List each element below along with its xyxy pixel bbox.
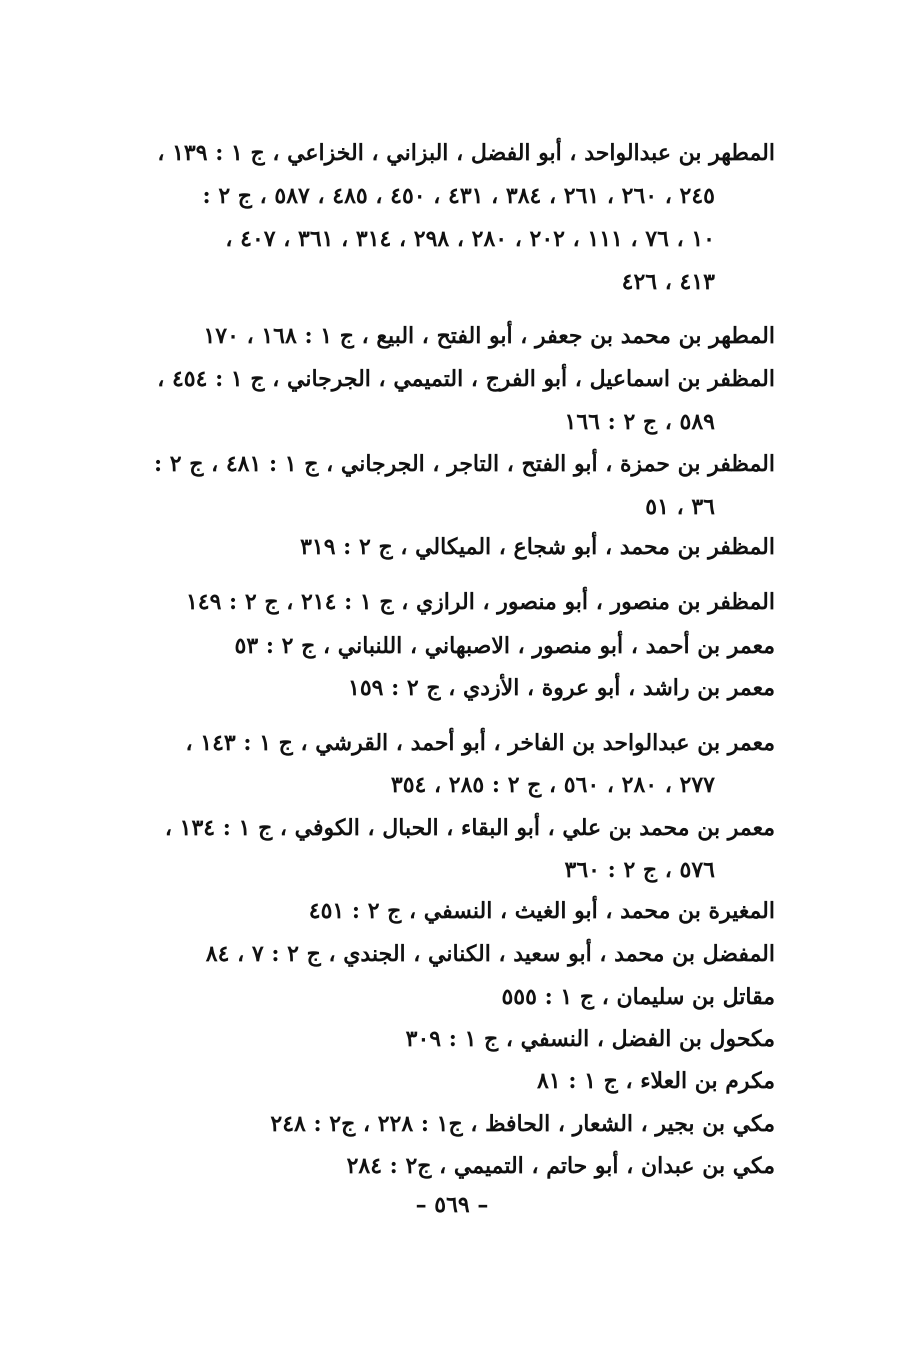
entry-line: المطهر بن عبدالواحد ، أبو الفضل ، البزاني ، الخزاعي ، ج ١ : ١٣٩ ، [157,140,775,166]
entry-line: مكحول بن الفضل ، النسفي ، ج ١ : ٣٠٩ [405,1026,775,1052]
entry-line: ٢٤٥ ، ٢٦٠ ، ٢٦١ ، ٣٨٤ ، ٤٣١ ، ٤٥٠ ، ٤٨٥ ، ٥٨٧ ، ج ٢ : [202,183,715,209]
entry-line: معمر بن عبدالواحد بن الفاخر ، أبو أحمد ، القرشي ، ج ١ : ١٤٣ ، [185,730,775,756]
entry-line: المظفر بن حمزة ، أبو الفتح ، التاجر ، الجرجاني ، ج ١ : ٤٨١ ، ج ٢ : [153,451,775,477]
entry-line: ٣٦ ، ٥١ [645,494,715,520]
entry-line: ١٠ ، ٧٦ ، ١١١ ، ٢٠٢ ، ٢٨٠ ، ٢٩٨ ، ٣١٤ ، ٣٦١ ، ٤٠٧ ، [225,226,715,252]
entry-line: معمر بن محمد بن علي ، أبو البقاء ، الحبال ، الكوفي ، ج ١ : ١٣٤ ، [164,815,775,841]
entry-line: المغيرة بن محمد ، أبو الغيث ، النسفي ، ج ٢ : ٤٥١ [308,898,775,924]
entry-line: مقاتل بن سليمان ، ج ١ : ٥٥٥ [501,984,775,1010]
entry-line: المفضل بن محمد ، أبو سعيد ، الكناني ، الجندي ، ج ٢ : ٧ ، ٨٤ [205,941,775,967]
entry-line: المظفر بن منصور ، أبو منصور ، الرازي ، ج ١ : ٢١٤ ، ج ٢ : ١٤٩ [185,589,775,615]
entry-line: مكرم بن العلاء ، ج ١ : ٨١ [537,1068,775,1094]
entry-line: مكي بن عبدان ، أبو حاتم ، التميمي ، ج٢ : ٢٨٤ [346,1153,775,1179]
entry-line: معمر بن أحمد ، أبو منصور ، الاصبهاني ، اللنباني ، ج ٢ : ٥٣ [234,633,775,659]
entry-line: مكي بن بجير ، الشعار ، الحافظ ، ج١ : ٢٢٨ ، ج٢ : ٢٤٨ [270,1111,775,1137]
entry-line: معمر بن راشد ، أبو عروة ، الأزدي ، ج ٢ : ١٥٩ [348,675,775,701]
entry-line: ٤١٣ ، ٤٢٦ [621,269,715,295]
entry-line: ٥٨٩ ، ج ٢ : ١٦٦ [564,409,715,435]
page-number: – ٥٦٩ – [415,1192,489,1218]
entry-line: المظفر بن اسماعيل ، أبو الفرج ، التميمي ، الجرجاني ، ج ١ : ٤٥٤ ، [157,366,775,392]
entry-line: المظفر بن محمد ، أبو شجاع ، الميكالي ، ج ٢ : ٣١٩ [300,534,775,560]
entry-line: ٥٧٦ ، ج ٢ : ٣٦٠ [564,857,715,883]
entry-line: ٢٧٧ ، ٢٨٠ ، ٥٦٠ ، ج ٢ : ٢٨٥ ، ٣٥٤ [390,772,715,798]
entry-line: المطهر بن محمد بن جعفر ، أبو الفتح ، البيع ، ج ١ : ١٦٨ ، ١٧٠ [203,323,775,349]
